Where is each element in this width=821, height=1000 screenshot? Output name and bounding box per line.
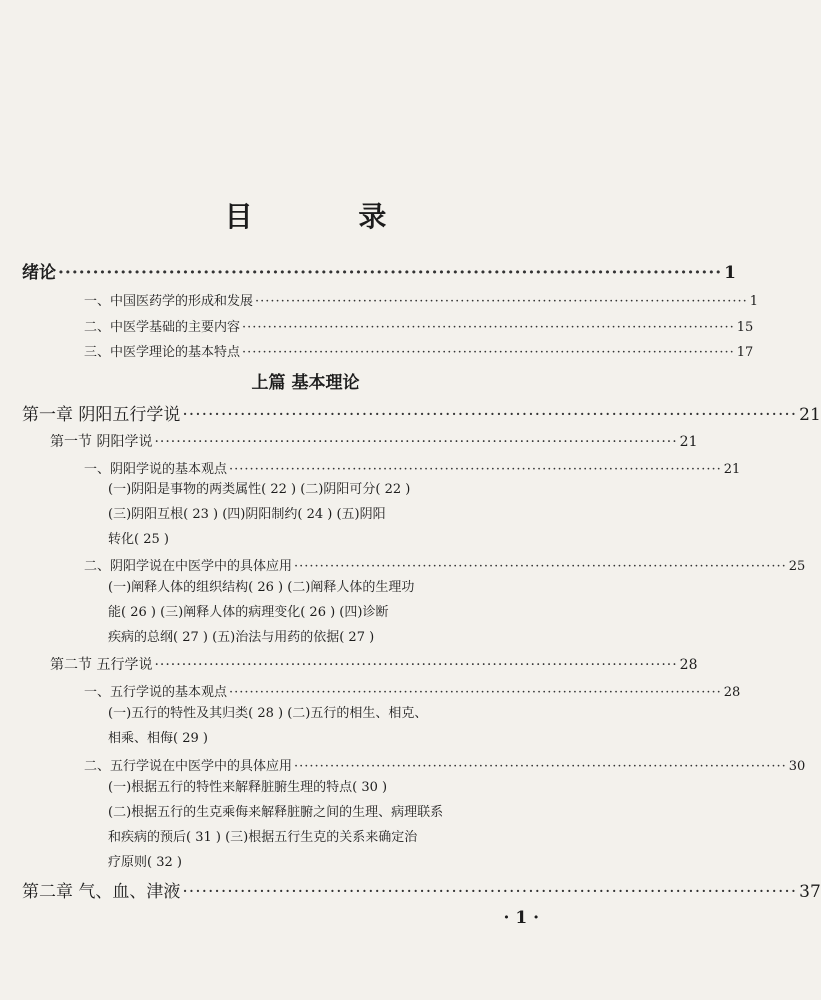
toc-label: 绪论: [22, 263, 56, 283]
toc-intro-item: 三、中医学理论的基本特点 ································································································ 17: [84, 345, 754, 360]
page-number: · 1 ·: [503, 908, 539, 928]
toc-item: 一、五行学说的基本观点 ································································································ 28: [84, 685, 741, 700]
toc-section: 第二节 五行学说 ································································································ 28: [50, 657, 698, 673]
leader-dots: ································································································: [229, 462, 722, 477]
part-heading: 上篇 基本理论: [251, 373, 360, 393]
toc-section: 第一节 阴阳学说 ································································································ 21: [50, 434, 698, 450]
toc-chapter: 第二章 气、血、津液 ································································································ 37: [22, 882, 821, 902]
toc-item: 二、五行学说在中医学中的具体应用 ································································································ 30: [84, 759, 806, 774]
toc-intro-item: 一、中国医药学的形成和发展 ································································································ 1: [84, 294, 758, 309]
leader-dots: ································································································: [294, 759, 787, 774]
toc-intro: [22, 258, 737, 283]
leader-dots: ································································································: [182, 405, 798, 425]
leader-dots: ································································································: [229, 685, 722, 700]
leader-dots: ································································································: [182, 882, 798, 902]
toc-subitems: (一)五行的特性及其归类( 28 ) (二)五行的相生、相克、 相乘、相侮( 29 ): [108, 706, 428, 746]
toc-subitems: (一)阐释人体的组织结构( 26 ) (二)阐释人体的生理功 能( 26 ) (三)阐释人体的病理变化( 26 ) (四)诊断 疾病的总纲( 27 ) (五)治法与用药的依据( 27 ): [108, 580, 415, 645]
leader-dots: ································································································: [242, 345, 735, 360]
toc-item: 一、阴阳学说的基本观点 ································································································ 21: [84, 462, 741, 477]
leader-dots: ································································································: [58, 263, 723, 283]
leader-dots: ································································································: [242, 320, 735, 335]
leader-dots: ································································································: [255, 294, 748, 309]
toc-item: 二、阴阳学说在中医学中的具体应用 ································································································ 25: [84, 559, 806, 574]
toc-subitems: (一)阴阳是事物的两类属性( 22 ) (二)阴阳可分( 22 ) (三)阴阳互根( 23 ) (四)阴阳制约( 24 ) (五)阴阳 转化( 25 ): [108, 482, 411, 547]
leader-dots: ································································································: [154, 434, 678, 450]
toc-chapter: 第一章 阴阳五行学说 ································································································ 21: [22, 405, 821, 425]
toc-intro-item: 二、中医学基础的主要内容 ································································································ 15: [84, 320, 754, 335]
toc-subitems: (一)根据五行的特性来解释脏腑生理的特点( 30 ) (二)根据五行的生克乘侮来解释脏腑之间的生理、病理联系 和疾病的预后( 31 ) (三)根据五行生克的关系来确定治 疗原则( 32 ): [108, 780, 444, 870]
toc-page: 1: [724, 263, 737, 283]
page-title: 目 录: [224, 200, 435, 233]
leader-dots: ································································································: [154, 657, 678, 673]
leader-dots: ································································································: [294, 559, 787, 574]
